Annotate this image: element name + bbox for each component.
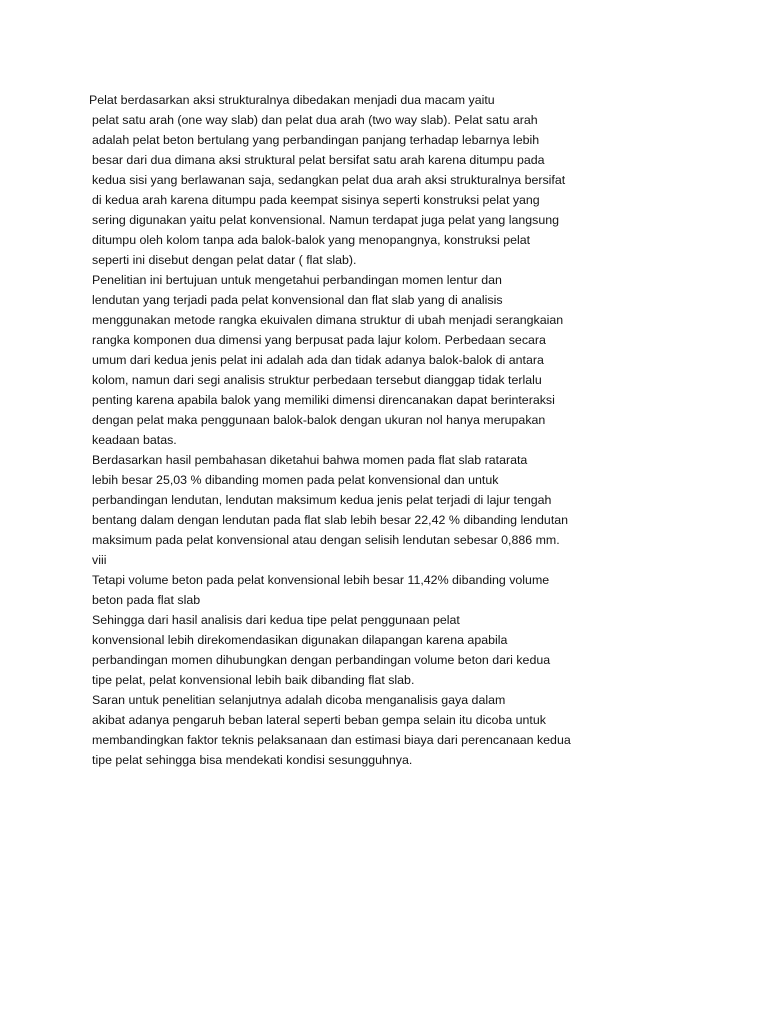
text-line: umum dari kedua jenis pelat ini adalah ada dan tidak adanya balok-balok di antara — [92, 353, 544, 367]
text-line: kedua sisi yang berlawanan saja, sedangkan pelat dua arah aksi strukturalnya bersifat — [92, 173, 566, 187]
text-line: lebih besar 25,03 % dibanding momen pada pelat konvensional dan untuk — [92, 473, 499, 487]
text-line: ditumpu oleh kolom tanpa ada balok-balok yang menopangnya, konstruksi pelat — [92, 233, 531, 247]
text-line: Penelitian ini bertujuan untuk mengetahui perbandingan momen lentur dan — [92, 273, 502, 287]
text-line: Berdasarkan hasil pembahasan diketahui bahwa momen pada flat slab ratarata — [92, 453, 528, 467]
text-line: Sehingga dari hasil analisis dari kedua tipe pelat penggunaan pelat — [92, 613, 460, 627]
text-line: menggunakan metode rangka ekuivalen dimana struktur di ubah menjadi serangkaian — [92, 313, 564, 327]
text-line: tipe pelat, pelat konvensional lebih baik dibanding flat slab. — [92, 673, 415, 687]
text-line: adalah pelat beton bertulang yang perbandingan panjang terhadap lebarnya lebih — [92, 133, 540, 147]
page-number: viii — [92, 553, 107, 567]
text-line: dengan pelat maka penggunaan balok-balok dengan ukuran nol hanya merupakan — [92, 413, 546, 427]
text-line: sering digunakan yaitu pelat konvensional. Namun terdapat juga pelat yang langsung — [92, 213, 560, 227]
text-line: membandingkan faktor teknis pelaksanaan dan estimasi biaya dari perencanaan kedua — [92, 733, 571, 747]
text-line: Pelat berdasarkan aksi strukturalnya dibedakan menjadi dua macam yaitu — [89, 93, 495, 107]
text-line: penting karena apabila balok yang memiliki dimensi direncanakan dapat berinteraksi — [92, 393, 555, 407]
text-line: akibat adanya pengaruh beban lateral seperti beban gempa selain itu dicoba untuk — [92, 713, 546, 727]
text-line: pelat satu arah (one way slab) dan pelat dua arah (two way slab). Pelat satu arah — [92, 113, 538, 127]
text-line: maksimum pada pelat konvensional atau dengan selisih lendutan sebesar 0,886 mm. — [92, 533, 560, 547]
text-line: bentang dalam dengan lendutan pada flat slab lebih besar 22,42 % dibanding lendutan — [92, 513, 569, 527]
text-line: konvensional lebih direkomendasikan digunakan dilapangan karena apabila — [92, 633, 508, 647]
text-line: perbandingan lendutan, lendutan maksimum kedua jenis pelat terjadi di lajur tengah — [92, 493, 552, 507]
text-line: seperti ini disebut dengan pelat datar ( flat slab). — [92, 253, 357, 267]
text-line: Saran untuk penelitian selanjutnya adalah dicoba menganalisis gaya dalam — [92, 693, 506, 707]
text-line: lendutan yang terjadi pada pelat konvensional dan flat slab yang di analisis — [92, 293, 503, 307]
text-line: besar dari dua dimana aksi struktural pelat bersifat satu arah karena ditumpu pada — [92, 153, 545, 167]
text-line: Tetapi volume beton pada pelat konvensional lebih besar 11,42% dibanding volume — [92, 573, 550, 587]
document-text — [89, 90, 752, 770]
text-line: tipe pelat sehingga bisa mendekati kondisi sesungguhnya. — [92, 753, 413, 767]
text-line: di kedua arah karena ditumpu pada keempat sisinya seperti konstruksi pelat yang — [92, 193, 540, 207]
text-line: keadaan batas. — [92, 433, 177, 447]
text-line: perbandingan momen dihubungkan dengan perbandingan volume beton dari kedua — [92, 653, 551, 667]
text-line: kolom, namun dari segi analisis struktur perbedaan tersebut dianggap tidak terlalu — [92, 373, 542, 387]
text-line: rangka komponen dua dimensi yang berpusat pada lajur kolom. Perbedaan secara — [92, 333, 546, 347]
text-line: beton pada flat slab — [92, 593, 201, 607]
